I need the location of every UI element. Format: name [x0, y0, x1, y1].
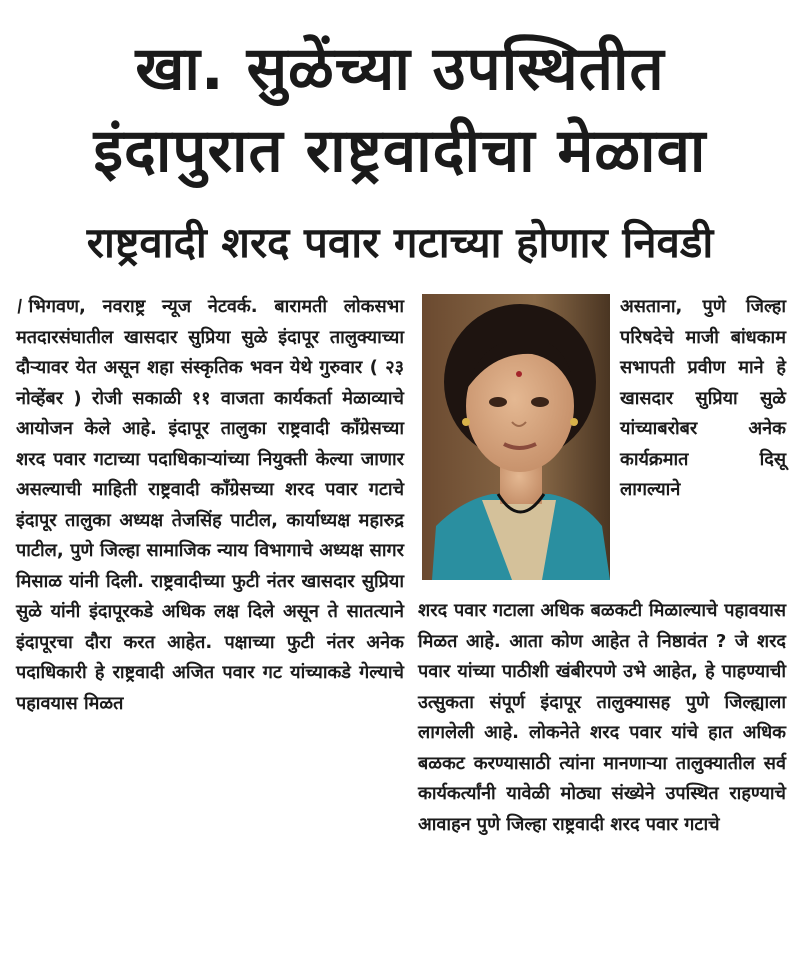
article-left-text: बारामती लोकसभा मतदारसंघातील खासदार सुप्रिया सुळे इंदापूर तालुक्याच्या दौऱ्यावर येत असून शहा संस्कृतिक भवन येथे गुरुवार ( २३ नोव्हेंबर ) रोजी सकाळी ११ वाजता कार्यकर्ता मेळाव्याचे आयोजन केले आहे. इंदापूर तालुका राष्ट्रवादी कॉंग्रेसच्या शरद पवार गटाच्या पदाधिकाऱ्यांच्या नियुक्ती केल्या जाणार असल्याची माहिती राष्ट्रवादी कॉंग्रेसच्या शरद पवार गटाचे इंदापूर तालुका अध्यक्ष तेजसिंह पाटील, कार्याध्यक्ष महारुद्र पाटील, पुणे जिल्हा सामाजिक न्याय विभागाचे अध्यक्ष सागर मिसाळ यांनी दिली. राष्ट्रवादीच्या फुटी नंतर खासदार सुप्रिया सुळे यांनी इंदापूरकडे अधिक लक्ष दिले असून ते सातत्याने इंदापूरचा दौरा करत आहेत. पक्षाच्या फुटी नंतर अनेक पदाधिकारी हे राष्ट्रवादी अजित पवार गट यांच्याकडे गेल्याचे पहावयास मिळत — [16, 296, 404, 714]
dateline-mark: \ — [11, 296, 28, 317]
article-right-wide-column: शरद पवार गटाला अधिक बळकटी मिळाल्याचे पहावयास मिळत आहे. आता कोण आहेत ते निष्ठावंत ? जे शरद पवार यांच्या पाठीशी खंबीरपणे उभे आहेत, हे पाहण्याची उत्सुकता संपूर्ण इंदापूर तालुक्यासह पुणे जिल्ह्याला लागलेली आहे. लोकनेते शरद पवार यांचे हात अधिक बळकट करण्यासाठी त्यांना मानणाऱ्या तालुक्यातील सर्व कार्यकर्त्यांनी यावेळी मोठ्या संख्येने उपस्थित राहण्याचे आवाहन पुणे जिल्हा राष्ट्रवादी शरद पवार गटाचे — [418, 600, 786, 835]
dateline-source: नवराष्ट्र न्यूज नेटवर्क. — [102, 296, 258, 317]
article-left-column — [11, 292, 404, 719]
headline-line-1: खा. सुळेंच्या उपस्थितीत — [135, 34, 665, 104]
headline-line-2: इंदापुरात राष्ट्रवादीचा मेळावा — [93, 116, 707, 186]
article-right-narrow-column: असताना, पुणे जिल्हा परिषदेचे माजी बांधकाम सभापती प्रवीण माने हे खासदार सुप्रिया सुळे यांच्याबरोबर अनेक कार्यक्रमात दिसू लागल्याने — [620, 296, 786, 500]
portrait-image — [422, 294, 610, 580]
dateline-place: भिगवण, — [28, 296, 86, 317]
portrait-photo — [422, 294, 610, 580]
subheadline: राष्ट्रवादी शरद पवार गटाच्या होणार निवडी — [86, 218, 714, 267]
